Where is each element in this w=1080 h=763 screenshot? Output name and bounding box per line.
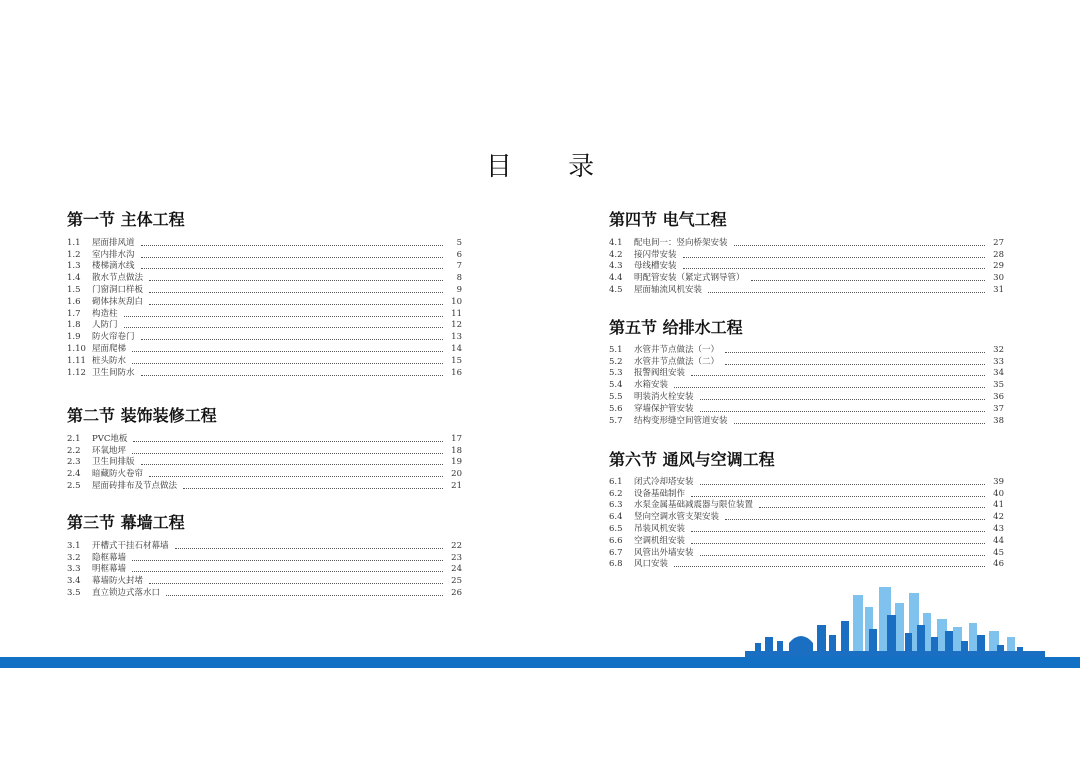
toc-entry-number: 1.7 bbox=[67, 308, 81, 319]
toc-leader-dots bbox=[674, 565, 985, 567]
toc-entry-label: 幕墙防火封堵 bbox=[92, 576, 144, 587]
toc-leader-dots bbox=[149, 291, 443, 293]
toc-entry-page: 41 bbox=[993, 500, 1004, 511]
toc-entry-number: 5.5 bbox=[609, 391, 623, 402]
toc-entry-page: 19 bbox=[451, 457, 462, 468]
toc-entry[interactable] bbox=[67, 551, 462, 563]
toc-entry-number: 1.6 bbox=[67, 296, 81, 307]
toc-entry-label: 风口安装 bbox=[634, 559, 669, 570]
toc-entry[interactable] bbox=[609, 487, 1004, 499]
toc-entry-page: 40 bbox=[993, 488, 1004, 499]
toc-entry-page: 32 bbox=[993, 344, 1004, 355]
toc-entry-label: 环氧地坪 bbox=[92, 445, 127, 456]
toc-entry-label: 桩头防水 bbox=[92, 355, 127, 366]
toc-leader-dots bbox=[700, 554, 985, 556]
toc-leader-dots bbox=[166, 594, 443, 596]
toc-leader-dots bbox=[141, 267, 443, 269]
toc-entry[interactable] bbox=[67, 236, 462, 248]
toc-entry-label: 楼梯滴水线 bbox=[92, 261, 135, 272]
toc-leader-dots bbox=[183, 487, 443, 489]
toc-entry-label: PVC地板 bbox=[92, 433, 128, 444]
toc-entry-number: 1.1 bbox=[67, 237, 81, 248]
toc-entry-number: 5.6 bbox=[609, 403, 623, 414]
toc-leader-dots bbox=[149, 582, 443, 584]
toc-entry-label: 屋面排风道 bbox=[92, 237, 135, 248]
toc-entry-number: 2.3 bbox=[67, 457, 81, 468]
toc-entry-label: 穿墙保护管安装 bbox=[634, 403, 694, 414]
toc-entry-number: 5.3 bbox=[609, 368, 623, 379]
toc-entry[interactable] bbox=[67, 456, 462, 468]
toc-leader-dots bbox=[149, 303, 443, 305]
toc-entry-label: 隐框幕墙 bbox=[92, 552, 127, 563]
toc-entry-page: 5 bbox=[456, 237, 462, 248]
toc-entry-number: 1.3 bbox=[67, 261, 81, 272]
toc-entry-page: 35 bbox=[993, 380, 1004, 391]
toc-leader-dots bbox=[683, 256, 985, 258]
toc-leader-dots bbox=[700, 398, 985, 400]
toc-entry[interactable] bbox=[609, 546, 1004, 558]
toc-entry[interactable] bbox=[67, 563, 462, 575]
toc-entry[interactable] bbox=[67, 330, 462, 342]
toc-entry-page: 10 bbox=[451, 296, 462, 307]
toc-entry[interactable] bbox=[67, 342, 462, 354]
toc-entry-page: 28 bbox=[993, 249, 1004, 260]
toc-entry-label: 直立锁边式落水口 bbox=[92, 587, 161, 598]
toc-leader-dots bbox=[141, 374, 443, 376]
toc-entry-number: 6.1 bbox=[609, 476, 623, 487]
toc-entry-number: 6.6 bbox=[609, 535, 623, 546]
toc-entry[interactable] bbox=[609, 390, 1004, 402]
toc-entry[interactable] bbox=[67, 586, 462, 598]
toc-entry[interactable] bbox=[609, 414, 1004, 426]
toc-entry-page: 25 bbox=[451, 576, 462, 587]
toc-entry-label: 室内排水沟 bbox=[92, 249, 135, 260]
toc-entry-label: 散水节点做法 bbox=[92, 273, 144, 284]
toc-entry-page: 26 bbox=[451, 587, 462, 598]
toc-entry-page: 42 bbox=[993, 512, 1004, 523]
toc-entry[interactable] bbox=[67, 574, 462, 586]
toc-entry-number: 2.2 bbox=[67, 445, 81, 456]
toc-entry[interactable] bbox=[609, 522, 1004, 534]
toc-entry-page: 33 bbox=[993, 356, 1004, 367]
toc-entry[interactable] bbox=[609, 510, 1004, 522]
toc-entry-number: 6.4 bbox=[609, 512, 623, 523]
toc-entry[interactable] bbox=[609, 499, 1004, 511]
toc-entry-page: 11 bbox=[451, 308, 462, 319]
toc-entry-number: 5.2 bbox=[609, 356, 623, 367]
toc-entry[interactable] bbox=[609, 475, 1004, 487]
toc-entry-label: 屋面轴流风机安装 bbox=[634, 284, 703, 295]
toc-entry[interactable] bbox=[609, 343, 1004, 355]
toc-entry[interactable] bbox=[67, 260, 462, 272]
page-title: 目 录 bbox=[485, 152, 619, 182]
toc-entry-page: 7 bbox=[456, 261, 462, 272]
toc-entry-number: 1.10 bbox=[67, 343, 86, 354]
toc-entry[interactable] bbox=[609, 355, 1004, 367]
toc-entry[interactable] bbox=[609, 260, 1004, 272]
toc-list-2 bbox=[67, 432, 462, 491]
toc-entry-page: 22 bbox=[451, 540, 462, 551]
toc-leader-dots bbox=[683, 267, 985, 269]
section-heading-5: 第五节 给排水工程 bbox=[609, 318, 743, 337]
toc-entry-number: 1.5 bbox=[67, 284, 81, 295]
toc-entry[interactable] bbox=[609, 402, 1004, 414]
toc-entry[interactable] bbox=[67, 271, 462, 283]
toc-entry-page: 17 bbox=[451, 433, 462, 444]
toc-entry-page: 6 bbox=[456, 249, 462, 260]
toc-entry-page: 34 bbox=[993, 368, 1004, 379]
toc-entry-label: 人防门 bbox=[92, 320, 118, 331]
toc-list-5 bbox=[609, 343, 1004, 426]
toc-leader-dots bbox=[725, 351, 985, 353]
toc-entry-page: 24 bbox=[451, 564, 462, 575]
toc-list-6 bbox=[609, 475, 1004, 569]
toc-entry-number: 5.4 bbox=[609, 380, 623, 391]
section-heading-1: 第一节 主体工程 bbox=[67, 210, 185, 229]
toc-leader-dots bbox=[700, 410, 985, 412]
toc-leader-dots bbox=[734, 244, 985, 246]
toc-entry[interactable] bbox=[609, 236, 1004, 248]
toc-leader-dots bbox=[700, 483, 985, 485]
toc-list-3 bbox=[67, 539, 462, 598]
toc-leader-dots bbox=[132, 570, 443, 572]
toc-entry-label: 吊装风机安装 bbox=[634, 523, 686, 534]
toc-leader-dots bbox=[141, 463, 443, 465]
toc-entry-number: 5.1 bbox=[609, 344, 623, 355]
toc-entry-label: 设备基础制作 bbox=[634, 488, 686, 499]
toc-entry-label: 卫生间排版 bbox=[92, 457, 135, 468]
toc-leader-dots bbox=[725, 363, 985, 365]
toc-entry[interactable] bbox=[67, 432, 462, 444]
toc-leader-dots bbox=[124, 326, 443, 328]
toc-leader-dots bbox=[132, 350, 443, 352]
toc-entry-page: 21 bbox=[451, 480, 462, 491]
toc-leader-dots bbox=[124, 315, 443, 317]
toc-entry-number: 4.4 bbox=[609, 273, 623, 284]
toc-entry-page: 45 bbox=[993, 547, 1004, 558]
toc-leader-dots bbox=[751, 279, 985, 281]
toc-entry-label: 接闪带安装 bbox=[634, 249, 677, 260]
toc-entry[interactable] bbox=[609, 248, 1004, 260]
toc-entry-label: 报警阀组安装 bbox=[634, 368, 686, 379]
toc-leader-dots bbox=[708, 291, 985, 293]
toc-entry-number: 6.3 bbox=[609, 500, 623, 511]
toc-entry-number: 1.4 bbox=[67, 273, 81, 284]
toc-entry-page: 8 bbox=[456, 273, 462, 284]
toc-entry-page: 9 bbox=[456, 284, 462, 295]
toc-entry-label: 结构变形缝空间管道安装 bbox=[634, 415, 728, 426]
toc-entry-label: 开槽式干挂石材幕墙 bbox=[92, 540, 169, 551]
toc-entry-label: 构造柱 bbox=[92, 308, 118, 319]
toc-entry-number: 3.2 bbox=[67, 552, 81, 563]
toc-entry-label: 水泵金属基础减震器与限位装置 bbox=[634, 500, 754, 511]
toc-entry[interactable] bbox=[67, 444, 462, 456]
toc-entry-number: 6.2 bbox=[609, 488, 623, 499]
toc-entry-label: 卫生间防水 bbox=[92, 367, 135, 378]
toc-entry-number: 6.7 bbox=[609, 547, 623, 558]
toc-entry-label: 明装消火栓安装 bbox=[634, 391, 694, 402]
toc-entry-page: 20 bbox=[451, 469, 462, 480]
toc-entry-number: 4.1 bbox=[609, 237, 623, 248]
toc-entry-page: 31 bbox=[993, 284, 1004, 295]
toc-entry-number: 6.8 bbox=[609, 559, 623, 570]
toc-leader-dots bbox=[674, 386, 985, 388]
toc-entry[interactable] bbox=[609, 534, 1004, 546]
toc-entry[interactable] bbox=[67, 283, 462, 295]
toc-entry-number: 4.3 bbox=[609, 261, 623, 272]
toc-entry-label: 水箱安装 bbox=[634, 380, 669, 391]
section-heading-6: 第六节 通风与空调工程 bbox=[609, 450, 775, 469]
toc-leader-dots bbox=[691, 374, 985, 376]
toc-entry[interactable] bbox=[67, 479, 462, 491]
toc-entry-label: 防火帘卷门 bbox=[92, 332, 135, 343]
toc-leader-dots bbox=[149, 279, 443, 281]
toc-entry[interactable] bbox=[609, 378, 1004, 390]
toc-entry-label: 暗藏防火卷帘 bbox=[92, 469, 144, 480]
toc-entry-page: 46 bbox=[993, 559, 1004, 570]
toc-entry[interactable] bbox=[67, 295, 462, 307]
toc-leader-dots bbox=[149, 475, 443, 477]
toc-entry[interactable] bbox=[67, 307, 462, 319]
toc-entry-number: 2.1 bbox=[67, 433, 81, 444]
toc-leader-dots bbox=[691, 530, 985, 532]
toc-entry[interactable] bbox=[67, 248, 462, 260]
toc-entry[interactable] bbox=[67, 539, 462, 551]
toc-entry-number: 1.9 bbox=[67, 332, 81, 343]
toc-entry[interactable] bbox=[67, 366, 462, 378]
toc-leader-dots bbox=[725, 518, 985, 520]
toc-entry-label: 空调机组安装 bbox=[634, 535, 686, 546]
toc-leader-dots bbox=[175, 547, 443, 549]
toc-leader-dots bbox=[734, 422, 985, 424]
section-heading-2: 第二节 装饰装修工程 bbox=[67, 406, 217, 425]
section-heading-3: 第三节 幕墙工程 bbox=[67, 513, 185, 532]
toc-entry-label: 屋面砖排布及节点做法 bbox=[92, 480, 178, 491]
toc-leader-dots bbox=[141, 338, 443, 340]
toc-entry-page: 43 bbox=[993, 523, 1004, 534]
footer-blue-bar bbox=[0, 657, 1080, 668]
toc-leader-dots bbox=[132, 452, 443, 454]
toc-entry[interactable] bbox=[67, 319, 462, 331]
toc-entry-label: 竖向空调水管支架安装 bbox=[634, 512, 720, 523]
toc-entry-label: 母线槽安装 bbox=[634, 261, 677, 272]
toc-entry-number: 6.5 bbox=[609, 523, 623, 534]
toc-entry[interactable] bbox=[67, 354, 462, 366]
toc-entry-number: 3.5 bbox=[67, 587, 81, 598]
city-skyline-icon bbox=[745, 585, 1045, 657]
toc-entry-number: 4.5 bbox=[609, 284, 623, 295]
toc-leader-dots bbox=[691, 495, 985, 497]
toc-entry-page: 14 bbox=[451, 343, 462, 354]
toc-leader-dots bbox=[141, 256, 443, 258]
toc-entry-number: 3.4 bbox=[67, 576, 81, 587]
toc-entry-label: 风管出外墙安装 bbox=[634, 547, 694, 558]
toc-entry[interactable] bbox=[67, 467, 462, 479]
toc-entry-label: 配电间一：竖向桥架安装 bbox=[634, 237, 728, 248]
toc-entry-label: 闭式冷却塔安装 bbox=[634, 476, 694, 487]
toc-leader-dots bbox=[759, 506, 985, 508]
toc-entry-page: 29 bbox=[993, 261, 1004, 272]
toc-entry-number: 3.1 bbox=[67, 540, 81, 551]
toc-entry-label: 门窗洞口样板 bbox=[92, 284, 144, 295]
toc-entry-page: 12 bbox=[451, 320, 462, 331]
toc-entry-page: 30 bbox=[993, 273, 1004, 284]
toc-entry-page: 39 bbox=[993, 476, 1004, 487]
toc-leader-dots bbox=[132, 362, 443, 364]
toc-leader-dots bbox=[141, 244, 443, 246]
toc-entry-number: 5.7 bbox=[609, 415, 623, 426]
toc-entry[interactable] bbox=[609, 367, 1004, 379]
toc-leader-dots bbox=[133, 440, 443, 442]
toc-leader-dots bbox=[132, 559, 443, 561]
toc-entry-label: 砌体抹灰刮白 bbox=[92, 296, 144, 307]
toc-entry-page: 16 bbox=[451, 367, 462, 378]
toc-leader-dots bbox=[691, 542, 985, 544]
toc-entry-label: 明配管安装（紧定式钢导管） bbox=[634, 273, 745, 284]
toc-entry-label: 明框幕墙 bbox=[92, 564, 127, 575]
toc-entry-number: 2.5 bbox=[67, 480, 81, 491]
toc-list-4 bbox=[609, 236, 1004, 295]
toc-entry[interactable] bbox=[609, 558, 1004, 570]
toc-entry-page: 13 bbox=[451, 332, 462, 343]
toc-entry-page: 36 bbox=[993, 391, 1004, 402]
toc-entry-page: 27 bbox=[993, 237, 1004, 248]
toc-entry-number: 2.4 bbox=[67, 469, 81, 480]
toc-entry-number: 1.11 bbox=[67, 355, 86, 366]
toc-entry[interactable] bbox=[609, 271, 1004, 283]
toc-entry-page: 18 bbox=[451, 445, 462, 456]
toc-entry-page: 37 bbox=[993, 403, 1004, 414]
toc-entry-label: 屋面爬梯 bbox=[92, 343, 127, 354]
toc-entry-page: 44 bbox=[993, 535, 1004, 546]
toc-entry-page: 23 bbox=[451, 552, 462, 563]
toc-list-1 bbox=[67, 236, 462, 378]
toc-entry-label: 水管井节点做法（一） bbox=[634, 344, 720, 355]
toc-entry-number: 1.8 bbox=[67, 320, 81, 331]
toc-entry-label: 水管井节点做法（二） bbox=[634, 356, 720, 367]
section-heading-4: 第四节 电气工程 bbox=[609, 210, 727, 229]
toc-entry[interactable] bbox=[609, 283, 1004, 295]
toc-entry-page: 15 bbox=[451, 355, 462, 366]
toc-entry-number: 3.3 bbox=[67, 564, 81, 575]
toc-entry-number: 1.2 bbox=[67, 249, 81, 260]
toc-entry-number: 4.2 bbox=[609, 249, 623, 260]
toc-entry-number: 1.12 bbox=[67, 367, 86, 378]
toc-entry-page: 38 bbox=[993, 415, 1004, 426]
